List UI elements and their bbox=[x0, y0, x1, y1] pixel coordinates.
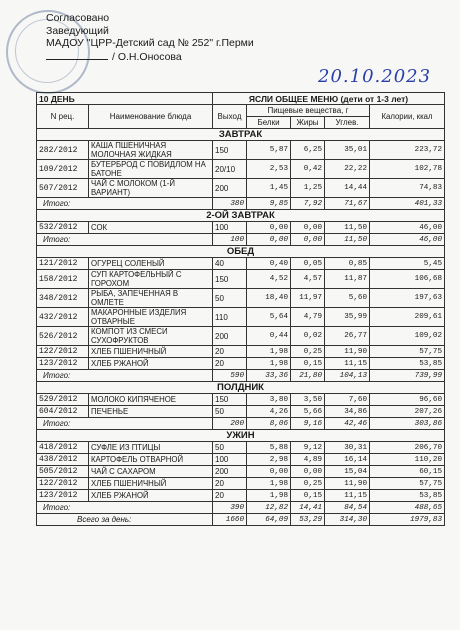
recipe-number: 123/2012 bbox=[37, 358, 89, 370]
portion-output: 110 bbox=[213, 308, 247, 327]
kcal-value: 5,45 bbox=[370, 258, 445, 270]
dish-row bbox=[37, 289, 445, 308]
dish-name: ХЛЕБ РЖАНОЙ bbox=[89, 358, 213, 370]
recipe-number: 348/2012 bbox=[37, 289, 89, 308]
section-total-row bbox=[37, 198, 445, 210]
total-fats: 7,92 bbox=[291, 198, 325, 210]
fats-value: 4,57 bbox=[291, 270, 325, 289]
fats-value: 0,02 bbox=[291, 327, 325, 346]
carbs-value: 26,77 bbox=[325, 327, 370, 346]
recipe-number: 122/2012 bbox=[37, 346, 89, 358]
proteins-value: 0,44 bbox=[247, 327, 291, 346]
recipe-number: 121/2012 bbox=[37, 258, 89, 270]
carbs-value: 11,15 bbox=[325, 358, 370, 370]
kcal-value: 53,85 bbox=[370, 358, 445, 370]
dish-row bbox=[37, 406, 445, 418]
total-carbs: 42,46 bbox=[325, 418, 370, 430]
section-title: ПОЛДНИК bbox=[37, 382, 445, 394]
fats-value: 0,15 bbox=[291, 490, 325, 502]
total-kcal: 303,86 bbox=[370, 418, 445, 430]
dish-row bbox=[37, 358, 445, 370]
fats-value: 9,12 bbox=[291, 442, 325, 454]
recipe-number: 507/2012 bbox=[37, 179, 89, 198]
section-header-row bbox=[37, 430, 445, 442]
col-name: Наименование блюда bbox=[89, 105, 213, 129]
total-label: Итого: bbox=[37, 234, 213, 246]
kcal-value: 206,70 bbox=[370, 442, 445, 454]
dish-row bbox=[37, 308, 445, 327]
dish-row bbox=[37, 270, 445, 289]
fats-value: 1,25 bbox=[291, 179, 325, 198]
section-header-row bbox=[37, 129, 445, 141]
dish-row bbox=[37, 327, 445, 346]
recipe-number: 432/2012 bbox=[37, 308, 89, 327]
handwritten-date: 20.10.2023 bbox=[318, 66, 432, 87]
carbs-value: 15,04 bbox=[325, 466, 370, 478]
dish-name: ПЕЧЕНЬЕ bbox=[89, 406, 213, 418]
dish-name: ЧАЙ С МОЛОКОМ (1-Й ВАРИАНТ) bbox=[89, 179, 213, 198]
portion-output: 20 bbox=[213, 358, 247, 370]
total-proteins: 33,36 bbox=[247, 370, 291, 382]
total-label: Итого: bbox=[37, 198, 213, 210]
dish-row bbox=[37, 490, 445, 502]
total-fats: 0,00 bbox=[291, 234, 325, 246]
grand-total-proteins: 64,09 bbox=[247, 514, 291, 526]
portion-output: 20/10 bbox=[213, 160, 247, 179]
dish-row bbox=[37, 478, 445, 490]
kcal-value: 53,85 bbox=[370, 490, 445, 502]
dish-row bbox=[37, 394, 445, 406]
grand-total-label: Всего за день: bbox=[37, 514, 213, 526]
carbs-value: 30,31 bbox=[325, 442, 370, 454]
col-rec: N рец. bbox=[37, 105, 89, 129]
section-title: ЗАВТРАК bbox=[37, 129, 445, 141]
dish-row bbox=[37, 179, 445, 198]
recipe-number: 123/2012 bbox=[37, 490, 89, 502]
total-fats: 14,41 bbox=[291, 502, 325, 514]
total-kcal: 46,00 bbox=[370, 234, 445, 246]
total-carbs: 11,50 bbox=[325, 234, 370, 246]
menu-title: ЯСЛИ ОБЩЕЕ МЕНЮ (дети от 1-3 лет) bbox=[213, 93, 445, 105]
recipe-number: 526/2012 bbox=[37, 327, 89, 346]
col-carbs: Углев. bbox=[325, 117, 370, 129]
section-total-row bbox=[37, 234, 445, 246]
total-proteins: 12,82 bbox=[247, 502, 291, 514]
dish-row bbox=[37, 454, 445, 466]
proteins-value: 3,80 bbox=[247, 394, 291, 406]
kcal-value: 209,61 bbox=[370, 308, 445, 327]
proteins-value: 18,40 bbox=[247, 289, 291, 308]
total-output: 390 bbox=[213, 502, 247, 514]
total-carbs: 84,54 bbox=[325, 502, 370, 514]
section-title: УЖИН bbox=[37, 430, 445, 442]
grand-total-row bbox=[37, 514, 445, 526]
portion-output: 200 bbox=[213, 466, 247, 478]
kcal-value: 207,26 bbox=[370, 406, 445, 418]
recipe-number: 529/2012 bbox=[37, 394, 89, 406]
section-header-row bbox=[37, 210, 445, 222]
kcal-value: 223,72 bbox=[370, 141, 445, 160]
kcal-value: 106,68 bbox=[370, 270, 445, 289]
dish-name: МОЛОКО КИПЯЧЕНОЕ bbox=[89, 394, 213, 406]
dish-row bbox=[37, 141, 445, 160]
carbs-value: 11,90 bbox=[325, 478, 370, 490]
carbs-value: 22,22 bbox=[325, 160, 370, 179]
signature-line bbox=[46, 50, 108, 60]
dish-name: СУФЛЕ ИЗ ПТИЦЫ bbox=[89, 442, 213, 454]
total-kcal: 488,65 bbox=[370, 502, 445, 514]
total-label: Итого: bbox=[37, 502, 213, 514]
proteins-value: 5,87 bbox=[247, 141, 291, 160]
section-title: ОБЕД bbox=[37, 246, 445, 258]
grand-total-fats: 53,29 bbox=[291, 514, 325, 526]
total-proteins: 0,00 bbox=[247, 234, 291, 246]
recipe-number: 282/2012 bbox=[37, 141, 89, 160]
dish-name: СОК bbox=[89, 222, 213, 234]
portion-output: 20 bbox=[213, 478, 247, 490]
carbs-value: 7,60 bbox=[325, 394, 370, 406]
dish-row bbox=[37, 160, 445, 179]
fats-value: 0,05 bbox=[291, 258, 325, 270]
carbs-value: 0,85 bbox=[325, 258, 370, 270]
kcal-value: 197,63 bbox=[370, 289, 445, 308]
position-line: Заведующий bbox=[46, 24, 109, 37]
kcal-value: 109,02 bbox=[370, 327, 445, 346]
proteins-value: 2,98 bbox=[247, 454, 291, 466]
fats-value: 0,15 bbox=[291, 358, 325, 370]
portion-output: 50 bbox=[213, 442, 247, 454]
kcal-value: 46,00 bbox=[370, 222, 445, 234]
total-output: 200 bbox=[213, 418, 247, 430]
col-out: Выход bbox=[213, 105, 247, 129]
grand-total-carbs: 314,30 bbox=[325, 514, 370, 526]
portion-output: 20 bbox=[213, 490, 247, 502]
proteins-value: 4,26 bbox=[247, 406, 291, 418]
fats-value: 0,25 bbox=[291, 346, 325, 358]
section-header-row bbox=[37, 382, 445, 394]
total-fats: 9,16 bbox=[291, 418, 325, 430]
menu-table bbox=[36, 92, 445, 526]
proteins-value: 1,98 bbox=[247, 490, 291, 502]
portion-output: 40 bbox=[213, 258, 247, 270]
proteins-value: 2,53 bbox=[247, 160, 291, 179]
dish-name: ХЛЕБ ПШЕНИЧНЫЙ bbox=[89, 346, 213, 358]
total-output: 590 bbox=[213, 370, 247, 382]
recipe-number: 438/2012 bbox=[37, 454, 89, 466]
grand-total-output: 1660 bbox=[213, 514, 247, 526]
total-proteins: 9,85 bbox=[247, 198, 291, 210]
total-output: 380 bbox=[213, 198, 247, 210]
dish-name: ЧАЙ С САХАРОМ bbox=[89, 466, 213, 478]
dish-name: ХЛЕБ ПШЕНИЧНЫЙ bbox=[89, 478, 213, 490]
total-carbs: 104,13 bbox=[325, 370, 370, 382]
dish-name: ОГУРЕЦ СОЛЕНЫЙ bbox=[89, 258, 213, 270]
total-output: 100 bbox=[213, 234, 247, 246]
proteins-value: 0,00 bbox=[247, 466, 291, 478]
recipe-number: 158/2012 bbox=[37, 270, 89, 289]
approval-line: Согласовано bbox=[46, 12, 110, 24]
section-total-row bbox=[37, 370, 445, 382]
day-label: 10 ДЕНЬ bbox=[37, 93, 213, 105]
dish-row bbox=[37, 222, 445, 234]
total-kcal: 401,33 bbox=[370, 198, 445, 210]
table-title-row bbox=[37, 93, 445, 105]
fats-value: 11,97 bbox=[291, 289, 325, 308]
fats-value: 6,25 bbox=[291, 141, 325, 160]
kcal-value: 57,75 bbox=[370, 478, 445, 490]
dish-name: СУП КАРТОФЕЛЬНЫЙ С ГОРОХОМ bbox=[89, 270, 213, 289]
kcal-value: 96,60 bbox=[370, 394, 445, 406]
dish-row bbox=[37, 258, 445, 270]
kcal-value: 60,15 bbox=[370, 466, 445, 478]
col-fats: Жиры bbox=[291, 117, 325, 129]
total-label: Итого: bbox=[37, 370, 213, 382]
portion-output: 150 bbox=[213, 270, 247, 289]
recipe-number: 418/2012 bbox=[37, 442, 89, 454]
portion-output: 50 bbox=[213, 289, 247, 308]
dish-name: КАРТОФЕЛЬ ОТВАРНОЙ bbox=[89, 454, 213, 466]
proteins-value: 0,40 bbox=[247, 258, 291, 270]
fats-value: 4,79 bbox=[291, 308, 325, 327]
carbs-value: 34,86 bbox=[325, 406, 370, 418]
total-label: Итого: bbox=[37, 418, 213, 430]
fats-value: 5,66 bbox=[291, 406, 325, 418]
recipe-number: 532/2012 bbox=[37, 222, 89, 234]
proteins-value: 5,88 bbox=[247, 442, 291, 454]
proteins-value: 0,00 bbox=[247, 222, 291, 234]
fats-value: 0,42 bbox=[291, 160, 325, 179]
dish-row bbox=[37, 346, 445, 358]
kcal-value: 110,20 bbox=[370, 454, 445, 466]
fats-value: 0,00 bbox=[291, 222, 325, 234]
carbs-value: 35,99 bbox=[325, 308, 370, 327]
portion-output: 150 bbox=[213, 394, 247, 406]
col-kcal: Калории, ккал bbox=[370, 105, 445, 129]
portion-output: 50 bbox=[213, 406, 247, 418]
section-header-row bbox=[37, 246, 445, 258]
col-nutrients: Пищевые вещества, г bbox=[247, 105, 370, 117]
fats-value: 4,89 bbox=[291, 454, 325, 466]
kcal-value: 57,75 bbox=[370, 346, 445, 358]
grand-total-kcal: 1979,83 bbox=[370, 514, 445, 526]
col-proteins: Белки bbox=[247, 117, 291, 129]
proteins-value: 1,98 bbox=[247, 358, 291, 370]
organization-line: МАДОУ "ЦРР-Детский сад № 252" г.Перми bbox=[46, 37, 254, 49]
recipe-number: 109/2012 bbox=[37, 160, 89, 179]
dish-name: МАКАРОННЫЕ ИЗДЕЛИЯ ОТВАРНЫЕ bbox=[89, 308, 213, 327]
dish-name: КАША ПШЕНИЧНАЯ МОЛОЧНАЯ ЖИДКАЯ bbox=[89, 141, 213, 160]
proteins-value: 1,98 bbox=[247, 478, 291, 490]
kcal-value: 74,83 bbox=[370, 179, 445, 198]
kcal-value: 102,78 bbox=[370, 160, 445, 179]
dish-name: КОМПОТ ИЗ СМЕСИ СУХОФРУКТОВ bbox=[89, 327, 213, 346]
dish-row bbox=[37, 466, 445, 478]
total-fats: 21,80 bbox=[291, 370, 325, 382]
carbs-value: 35,01 bbox=[325, 141, 370, 160]
proteins-value: 5,64 bbox=[247, 308, 291, 327]
dish-name: РЫБА, ЗАПЕЧЕННАЯ В ОМЛЕТЕ bbox=[89, 289, 213, 308]
menu-body bbox=[37, 129, 445, 526]
proteins-value: 1,45 bbox=[247, 179, 291, 198]
carbs-value: 11,87 bbox=[325, 270, 370, 289]
dish-name: ХЛЕБ РЖАНОЙ bbox=[89, 490, 213, 502]
approval-header bbox=[46, 12, 254, 63]
total-carbs: 71,67 bbox=[325, 198, 370, 210]
portion-output: 100 bbox=[213, 222, 247, 234]
fats-value: 0,25 bbox=[291, 478, 325, 490]
portion-output: 150 bbox=[213, 141, 247, 160]
dish-name: БУТЕРБРОД С ПОВИДЛОМ НА БАТОНЕ bbox=[89, 160, 213, 179]
total-proteins: 8,06 bbox=[247, 418, 291, 430]
recipe-number: 505/2012 bbox=[37, 466, 89, 478]
carbs-value: 16,14 bbox=[325, 454, 370, 466]
proteins-value: 1,98 bbox=[247, 346, 291, 358]
carbs-value: 5,60 bbox=[325, 289, 370, 308]
dish-row bbox=[37, 442, 445, 454]
recipe-number: 122/2012 bbox=[37, 478, 89, 490]
section-title: 2-ОЙ ЗАВТРАК bbox=[37, 210, 445, 222]
fats-value: 3,50 bbox=[291, 394, 325, 406]
portion-output: 100 bbox=[213, 454, 247, 466]
carbs-value: 11,90 bbox=[325, 346, 370, 358]
portion-output: 200 bbox=[213, 327, 247, 346]
recipe-number: 604/2012 bbox=[37, 406, 89, 418]
section-total-row bbox=[37, 418, 445, 430]
fats-value: 0,00 bbox=[291, 466, 325, 478]
section-total-row bbox=[37, 502, 445, 514]
column-header-row bbox=[37, 105, 445, 117]
portion-output: 200 bbox=[213, 179, 247, 198]
carbs-value: 11,50 bbox=[325, 222, 370, 234]
director-name: / О.Н.Оносова bbox=[112, 50, 182, 63]
total-kcal: 739,99 bbox=[370, 370, 445, 382]
carbs-value: 11,15 bbox=[325, 490, 370, 502]
carbs-value: 14,44 bbox=[325, 179, 370, 198]
portion-output: 20 bbox=[213, 346, 247, 358]
proteins-value: 4,52 bbox=[247, 270, 291, 289]
